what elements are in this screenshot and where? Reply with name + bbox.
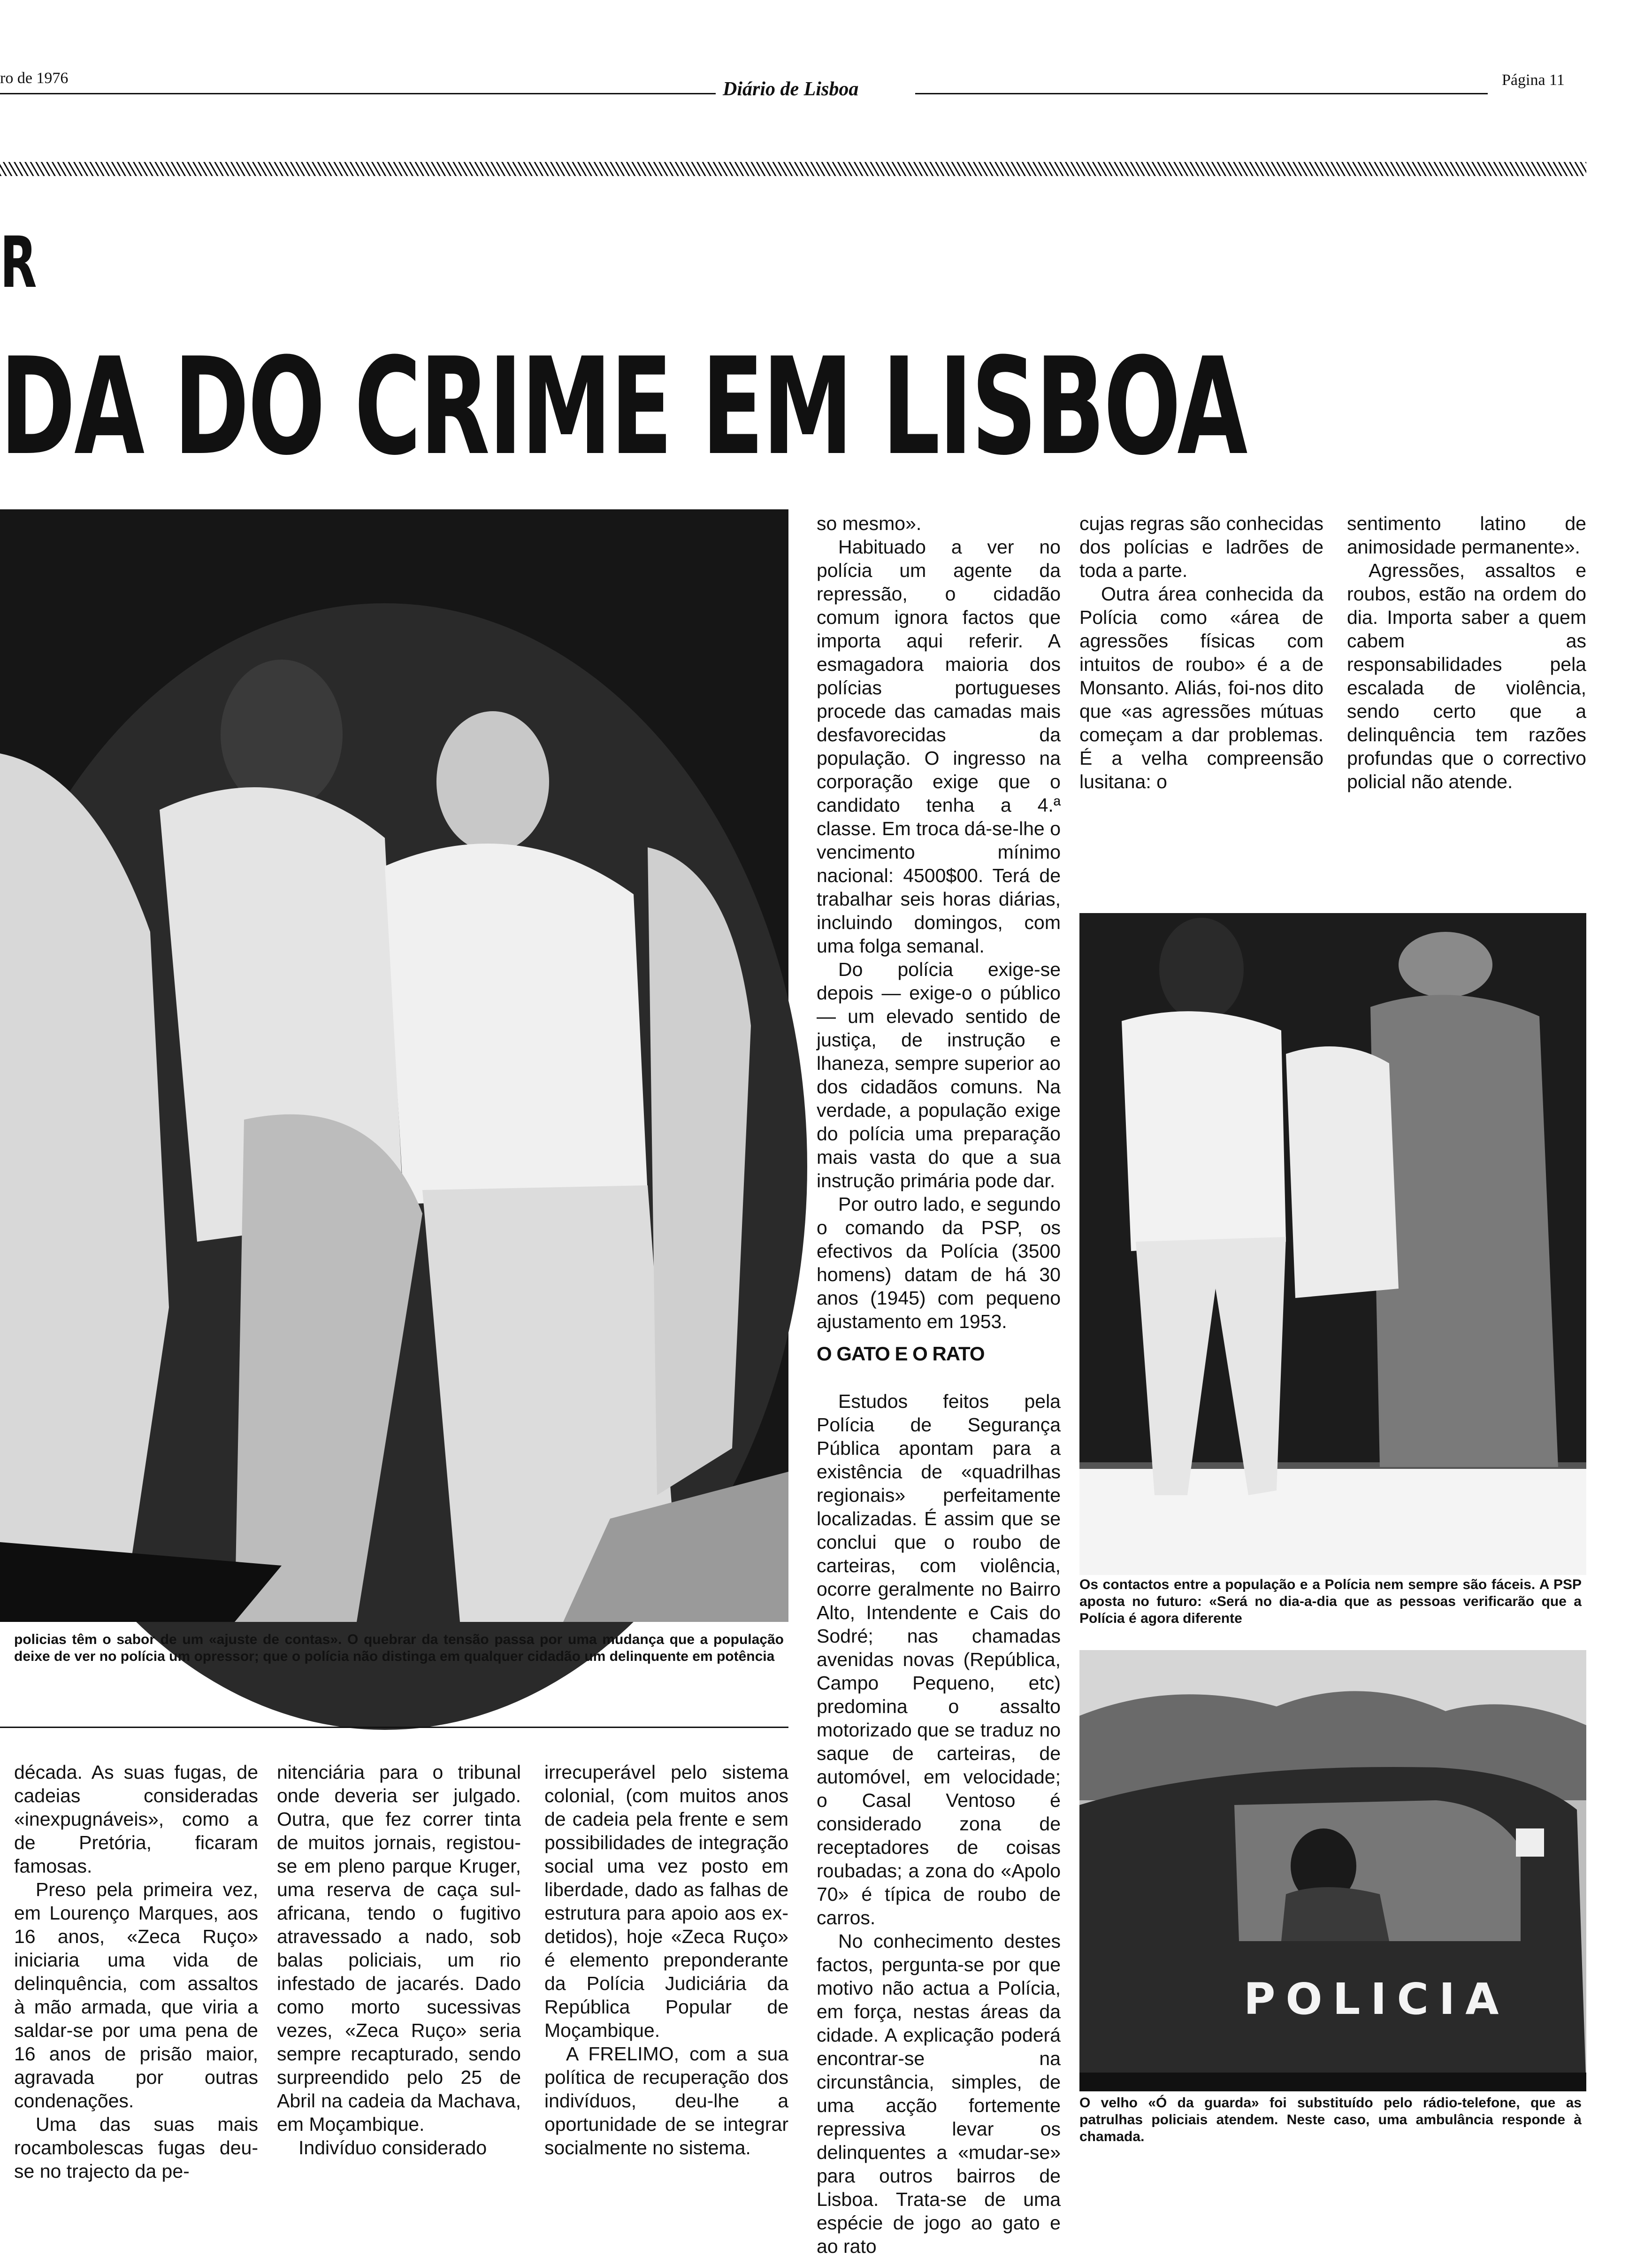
middle-photo-caption: Os contactos entre a população e a Polícia nem sempre são fáceis. A PSP aposta no futuro: «Será no dia-a-dia que as pessoas verificarão que a Polícia é agora diferente	[1079, 1577, 1582, 1626]
main-photo-caption: policias têm o sabor de um «ajuste de contas». O quebrar da tensão passa por uma mudança que a população deixe de ver no polícia um opressor; que o polícia não distinga em qualquer cidadão um delinquente em potência	[14, 1632, 784, 1664]
article-column-c2	[817, 1390, 1061, 2257]
paragraph: sentimento latino de animosidade permanente».	[1347, 513, 1586, 558]
bottom-photo	[1079, 1650, 1586, 2091]
paragraph: No conhecimento destes factos, pergunta-se por que motivo não actua a Polícia, em força, nestas áreas da cidade. A explicação poderá encontrar-se na circunstância, simples, de uma acção fortemente repressiva levar os delinquentes a «mudar-se» para outros bairros de Lisboa. Trata-se de uma espécie de jogo ao gato e ao rato	[817, 1930, 1061, 2257]
paragraph: Por outro lado, e segundo o comando da PSP, os efectivos da Polícia (3500 homens) datam de há 30 anos (1945) com pequeno ajustamento em 1953.	[817, 1193, 1061, 1332]
paragraph: Outra área conhecida da Polícia como «área de agressões físicas com intuitos de roubo» é a de Monsanto. Aliás, foi-nos dito que «as agressões mútuas começam a dar problemas. É a velha compreensão lusitana: o	[1079, 583, 1323, 792]
article-column-e	[1347, 512, 1586, 792]
issue-date: ro de 1976	[0, 69, 69, 87]
masthead: Diário de Lisboa	[723, 78, 859, 100]
headline: DA DO CRIME EM LISBOA	[0, 329, 1247, 485]
hatched-divider	[0, 162, 1586, 176]
paragraph: irrecuperável pelo sistema colonial, (com muitos anos de cadeia pela frente e sem possibilidades de integração social uma vez posto em liberdade, dado as falhas de estrutura para apoio aos ex-detidos), hoje «Zeca Ruço» é elemento preponderante da Polícia Judiciária da República Popular de Moçambique.	[544, 1761, 788, 2041]
paragraph: Estudos feitos pela Polícia de Segurança Pública apontam para a existência de «quadrilhas regionais» perfeitamente localizadas. É assim que se conclui que o roubo de carteiras, com violência, ocorre geralmente no Bairro Alto, Intendente e Cais do Sodré; nas chamadas avenidas novas (República, Campo Pequeno, etc) predomina o assalto motorizado que se traduz no saque de carteiras, de automóvel, em velocidade; o Casal Ventoso é considerado zona de receptadores de coisas roubadas; a zona do «Apolo 70» é típica de roubo de carros.	[817, 1390, 1061, 1928]
header-rule-left	[0, 93, 716, 94]
main-photo	[0, 509, 788, 1622]
paragraph: cujas regras são conhecidas dos polícias e ladrões de toda a parte.	[1079, 513, 1323, 581]
paragraph: A FRELIMO, com a sua política de recuperação dos indivíduos, deu-lhe a oportunidade de se integrar socialmente no sistema.	[544, 2043, 788, 2158]
article-column-b2	[544, 1760, 788, 2183]
paragraph: Habituado a ver no polícia um agente da repressão, o cidadão comum ignora factos que importa aqui referir. A esmagadora maioria dos polícias portugueses procede das camadas mais desfavorecidas da população. O ingresso na corporação exige que o candidato tenha a 4.ª classe. Em troca dá-se-lhe o vencimento mínimo nacional: 4500$00. Terá de trabalhar seis horas diárias, incluindo domingos, com uma folga semanal.	[817, 536, 1061, 957]
paragraph: so mesmo».	[817, 513, 922, 534]
middle-photo	[1079, 913, 1586, 1575]
subheading: O GATO E O RATO	[817, 1343, 985, 1365]
page-number: Página 11	[1502, 71, 1565, 89]
article-column-b	[277, 1760, 521, 2183]
paragraph: década. As suas fugas, de cadeias consideradas «inexpugnáveis», como a de Pretória, ficaram famosas.	[14, 1761, 258, 1877]
article-column-c	[817, 512, 1061, 1332]
paragraph: Do polícia exige-se depois — exige-o o público — um elevado sentido de justiça, de instrução e lhaneza, sempre superior ao dos cidadãos comuns. Na verdade, a população exige do polícia uma preparação mais vasta do que a sua instrução primária pode dar.	[817, 959, 1061, 1191]
bottom-photo-caption: O velho «Ó da guarda» foi substituído pelo rádio-telefone, que as patrulhas policiais atendem. Neste caso, uma ambulância responde à chamada.	[1079, 2095, 1582, 2144]
header-rule-right	[915, 93, 1488, 94]
paragraph: Agressões, assaltos e roubos, estão na ordem do dia. Importa saber a quem cabem as responsabilidades pela escalada de violência, sendo certo que a delinquência tem razões profundas que o correctivo policial não atende.	[1347, 560, 1586, 792]
car-police-lettering: POLICIA	[1244, 1974, 1509, 2024]
article-column-a	[14, 1760, 258, 2183]
paragraph: nitenciária para o tribunal onde deveria ser julgado. Outra, que fez correr tinta de muitos jornais, registou-se em pleno parque Kruger, uma reserva de caça sul-africana, tendo o fugitivo atravessado a nado, sob balas policiais, um rio infestado de jacarés. Dado como morto sucessivas vezes, «Zeca Ruço» seria sempre recapturado, sendo surpreendido pelo 25 de Abril na cadeia da Machava, em Moçambique.	[277, 1761, 521, 2135]
paragraph: Preso pela primeira vez, em Lourenço Marques, aos 16 anos, «Zeca Ruço» iniciaria uma vida de delinquência, com assaltos à mão armada, que viria a saldar-se por uma pena de 16 anos de prisão maior, agravada por outras condenações.	[14, 1879, 258, 2112]
article-column-d	[1079, 512, 1323, 792]
kicker-fragment: R	[0, 222, 37, 304]
paragraph: Uma das suas mais rocambolescas fugas deu-se no trajecto da pe-	[14, 2113, 258, 2182]
caption-rule	[0, 1727, 788, 1728]
paragraph: Indivíduo considerado	[298, 2137, 487, 2158]
